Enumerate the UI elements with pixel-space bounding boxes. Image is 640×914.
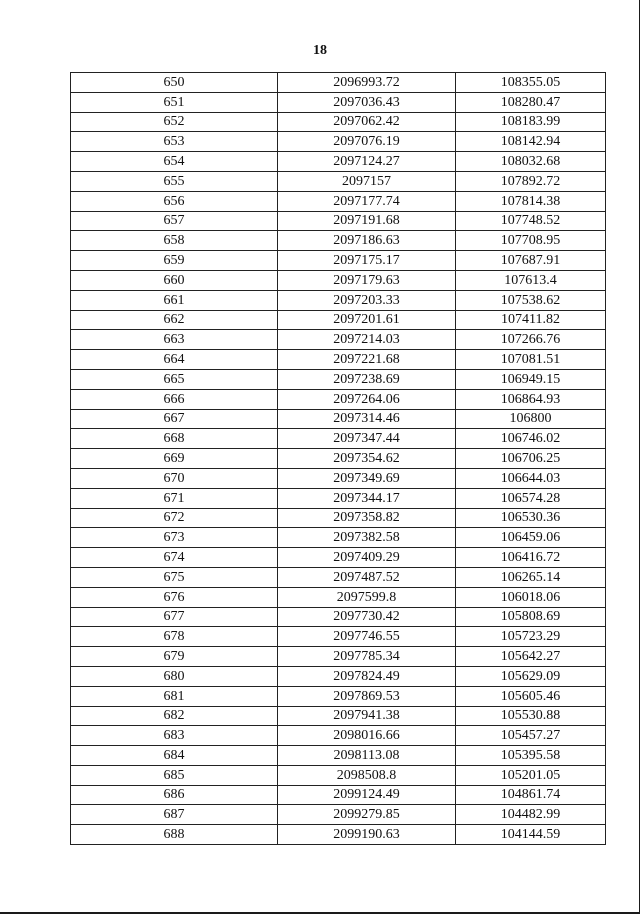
x-coordinate-cell: 2097214.03 <box>278 330 456 350</box>
x-coordinate-cell: 2097076.19 <box>278 132 456 152</box>
table-row <box>71 191 606 211</box>
x-coordinate-cell: 2098113.08 <box>278 746 456 766</box>
point-number-cell: 660 <box>71 270 278 290</box>
y-coordinate-cell: 107708.95 <box>456 231 606 251</box>
table-row <box>71 746 606 766</box>
table-row <box>71 785 606 805</box>
point-number-cell: 665 <box>71 369 278 389</box>
table-row <box>71 92 606 112</box>
point-number-cell: 662 <box>71 310 278 330</box>
table-row <box>71 567 606 587</box>
y-coordinate-cell: 106574.28 <box>456 488 606 508</box>
coordinates-table <box>70 72 606 845</box>
table-row <box>71 627 606 647</box>
y-coordinate-cell: 108142.94 <box>456 132 606 152</box>
y-coordinate-cell: 106530.36 <box>456 508 606 528</box>
point-number-cell: 658 <box>71 231 278 251</box>
x-coordinate-cell: 2097746.55 <box>278 627 456 647</box>
table-row <box>71 369 606 389</box>
x-coordinate-cell: 2097941.38 <box>278 706 456 726</box>
point-number-cell: 674 <box>71 548 278 568</box>
x-coordinate-cell: 2097062.42 <box>278 112 456 132</box>
x-coordinate-cell: 2097358.82 <box>278 508 456 528</box>
y-coordinate-cell: 105201.05 <box>456 765 606 785</box>
point-number-cell: 669 <box>71 449 278 469</box>
y-coordinate-cell: 104861.74 <box>456 785 606 805</box>
x-coordinate-cell: 2097179.63 <box>278 270 456 290</box>
y-coordinate-cell: 105395.58 <box>456 746 606 766</box>
coordinates-table-body <box>71 73 606 845</box>
y-coordinate-cell: 108183.99 <box>456 112 606 132</box>
y-coordinate-cell: 106018.06 <box>456 587 606 607</box>
x-coordinate-cell: 2097157 <box>278 171 456 191</box>
y-coordinate-cell: 105629.09 <box>456 666 606 686</box>
x-coordinate-cell: 2097238.69 <box>278 369 456 389</box>
y-coordinate-cell: 107814.38 <box>456 191 606 211</box>
point-number-cell: 685 <box>71 765 278 785</box>
y-coordinate-cell: 104144.59 <box>456 825 606 845</box>
table-row <box>71 350 606 370</box>
point-number-cell: 677 <box>71 607 278 627</box>
point-number-cell: 683 <box>71 726 278 746</box>
x-coordinate-cell: 2097201.61 <box>278 310 456 330</box>
table-row <box>71 449 606 469</box>
point-number-cell: 663 <box>71 330 278 350</box>
y-coordinate-cell: 106800 <box>456 409 606 429</box>
table-row <box>71 488 606 508</box>
x-coordinate-cell: 2097191.68 <box>278 211 456 231</box>
table-row <box>71 805 606 825</box>
point-number-cell: 657 <box>71 211 278 231</box>
table-row <box>71 706 606 726</box>
table-row <box>71 231 606 251</box>
table-row <box>71 528 606 548</box>
x-coordinate-cell: 2097221.68 <box>278 350 456 370</box>
table-row <box>71 726 606 746</box>
y-coordinate-cell: 106864.93 <box>456 389 606 409</box>
y-coordinate-cell: 105530.88 <box>456 706 606 726</box>
x-coordinate-cell: 2097347.44 <box>278 429 456 449</box>
y-coordinate-cell: 107081.51 <box>456 350 606 370</box>
x-coordinate-cell: 2097175.17 <box>278 251 456 271</box>
y-coordinate-cell: 107613.4 <box>456 270 606 290</box>
point-number-cell: 661 <box>71 290 278 310</box>
point-number-cell: 682 <box>71 706 278 726</box>
y-coordinate-cell: 107538.62 <box>456 290 606 310</box>
y-coordinate-cell: 106416.72 <box>456 548 606 568</box>
table-row <box>71 686 606 706</box>
table-row <box>71 587 606 607</box>
x-coordinate-cell: 2097264.06 <box>278 389 456 409</box>
y-coordinate-cell: 106459.06 <box>456 528 606 548</box>
y-coordinate-cell: 106265.14 <box>456 567 606 587</box>
y-coordinate-cell: 107687.91 <box>456 251 606 271</box>
x-coordinate-cell: 2099124.49 <box>278 785 456 805</box>
table-row <box>71 251 606 271</box>
point-number-cell: 667 <box>71 409 278 429</box>
table-row <box>71 389 606 409</box>
point-number-cell: 668 <box>71 429 278 449</box>
x-coordinate-cell: 2097730.42 <box>278 607 456 627</box>
table-row <box>71 666 606 686</box>
point-number-cell: 655 <box>71 171 278 191</box>
y-coordinate-cell: 105723.29 <box>456 627 606 647</box>
y-coordinate-cell: 106706.25 <box>456 449 606 469</box>
y-coordinate-cell: 108032.68 <box>456 152 606 172</box>
table-row <box>71 548 606 568</box>
table-row <box>71 330 606 350</box>
y-coordinate-cell: 105808.69 <box>456 607 606 627</box>
y-coordinate-cell: 106746.02 <box>456 429 606 449</box>
point-number-cell: 678 <box>71 627 278 647</box>
x-coordinate-cell: 2097354.62 <box>278 449 456 469</box>
x-coordinate-cell: 2097203.33 <box>278 290 456 310</box>
x-coordinate-cell: 2097177.74 <box>278 191 456 211</box>
table-row <box>71 508 606 528</box>
point-number-cell: 671 <box>71 488 278 508</box>
table-row <box>71 132 606 152</box>
point-number-cell: 664 <box>71 350 278 370</box>
y-coordinate-cell: 108280.47 <box>456 92 606 112</box>
y-coordinate-cell: 105457.27 <box>456 726 606 746</box>
table-row <box>71 171 606 191</box>
point-number-cell: 687 <box>71 805 278 825</box>
y-coordinate-cell: 106644.03 <box>456 468 606 488</box>
point-number-cell: 675 <box>71 567 278 587</box>
table-row <box>71 607 606 627</box>
x-coordinate-cell: 2097824.49 <box>278 666 456 686</box>
x-coordinate-cell: 2099279.85 <box>278 805 456 825</box>
x-coordinate-cell: 2097186.63 <box>278 231 456 251</box>
table-row <box>71 270 606 290</box>
point-number-cell: 651 <box>71 92 278 112</box>
point-number-cell: 650 <box>71 73 278 93</box>
x-coordinate-cell: 2097785.34 <box>278 647 456 667</box>
point-number-cell: 653 <box>71 132 278 152</box>
point-number-cell: 688 <box>71 825 278 845</box>
point-number-cell: 666 <box>71 389 278 409</box>
table-row <box>71 290 606 310</box>
y-coordinate-cell: 106949.15 <box>456 369 606 389</box>
y-coordinate-cell: 108355.05 <box>456 73 606 93</box>
x-coordinate-cell: 2097344.17 <box>278 488 456 508</box>
table-row <box>71 73 606 93</box>
y-coordinate-cell: 107411.82 <box>456 310 606 330</box>
point-number-cell: 670 <box>71 468 278 488</box>
x-coordinate-cell: 2097409.29 <box>278 548 456 568</box>
y-coordinate-cell: 107748.52 <box>456 211 606 231</box>
table-row <box>71 825 606 845</box>
table-row <box>71 765 606 785</box>
table-row <box>71 211 606 231</box>
point-number-cell: 676 <box>71 587 278 607</box>
point-number-cell: 680 <box>71 666 278 686</box>
x-coordinate-cell: 2097036.43 <box>278 92 456 112</box>
x-coordinate-cell: 2097487.52 <box>278 567 456 587</box>
x-coordinate-cell: 2097349.69 <box>278 468 456 488</box>
x-coordinate-cell: 2098508.8 <box>278 765 456 785</box>
x-coordinate-cell: 2097314.46 <box>278 409 456 429</box>
point-number-cell: 654 <box>71 152 278 172</box>
y-coordinate-cell: 104482.99 <box>456 805 606 825</box>
point-number-cell: 679 <box>71 647 278 667</box>
point-number-cell: 673 <box>71 528 278 548</box>
point-number-cell: 686 <box>71 785 278 805</box>
point-number-cell: 684 <box>71 746 278 766</box>
y-coordinate-cell: 107266.76 <box>456 330 606 350</box>
table-row <box>71 429 606 449</box>
page-number: 18 <box>313 43 327 58</box>
table-row <box>71 112 606 132</box>
x-coordinate-cell: 2096993.72 <box>278 73 456 93</box>
y-coordinate-cell: 105642.27 <box>456 647 606 667</box>
y-coordinate-cell: 105605.46 <box>456 686 606 706</box>
x-coordinate-cell: 2097124.27 <box>278 152 456 172</box>
table-row <box>71 468 606 488</box>
x-coordinate-cell: 2097599.8 <box>278 587 456 607</box>
table-row <box>71 310 606 330</box>
table-row <box>71 152 606 172</box>
point-number-cell: 652 <box>71 112 278 132</box>
x-coordinate-cell: 2099190.63 <box>278 825 456 845</box>
table-row <box>71 647 606 667</box>
x-coordinate-cell: 2097382.58 <box>278 528 456 548</box>
x-coordinate-cell: 2097869.53 <box>278 686 456 706</box>
point-number-cell: 659 <box>71 251 278 271</box>
point-number-cell: 681 <box>71 686 278 706</box>
y-coordinate-cell: 107892.72 <box>456 171 606 191</box>
point-number-cell: 672 <box>71 508 278 528</box>
point-number-cell: 656 <box>71 191 278 211</box>
x-coordinate-cell: 2098016.66 <box>278 726 456 746</box>
table-row <box>71 409 606 429</box>
